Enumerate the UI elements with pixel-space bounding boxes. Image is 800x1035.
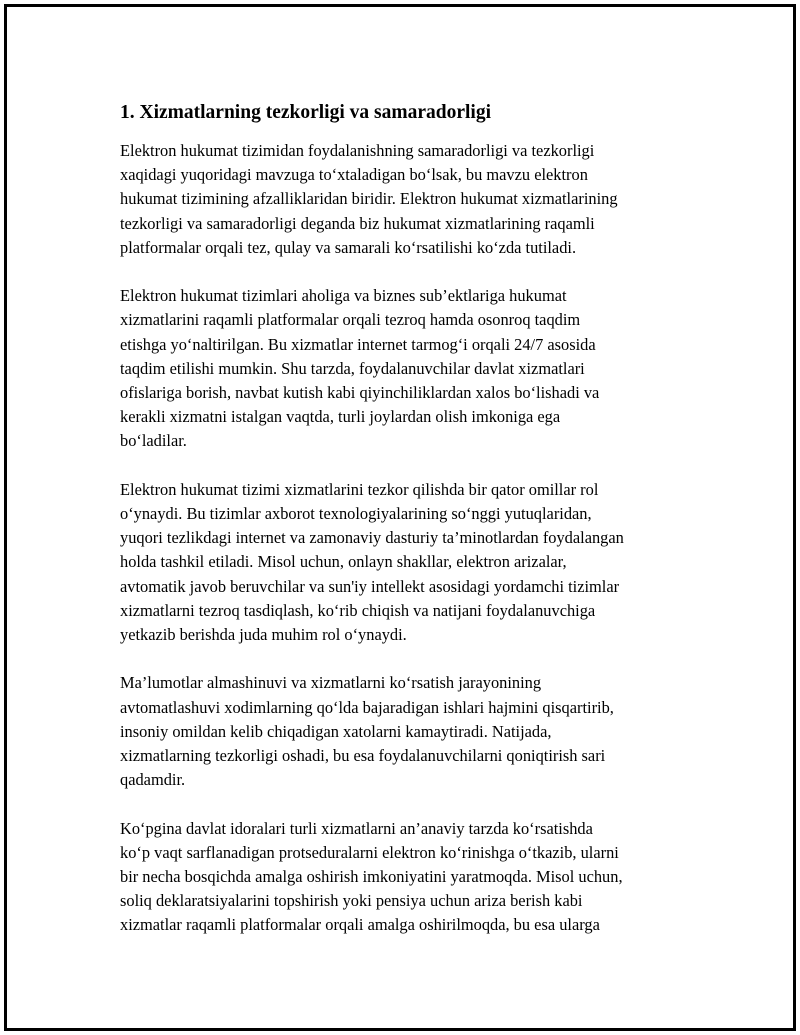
text-line: ofislariga borish, navbat kutish kabi qiyinchiliklardan xalos bo‘lishadi va: [120, 383, 600, 403]
section-heading: 1. Xizmatlarning tezkorligi va samaradorligi: [120, 102, 491, 123]
text-line: avtomatlashuvi xodimlarning qo‘lda bajaradigan ishlari hajmini qisqartirib,: [120, 697, 614, 717]
paragraph: [120, 478, 690, 647]
text-line: Elektron hukumat tizimlari aholiga va biznes sub’ektlariga hukumat: [120, 286, 567, 306]
paragraph: [120, 817, 690, 938]
text-line: bo‘ladilar.: [120, 431, 187, 451]
text-line: xizmatlarni tezroq tasdiqlash, ko‘rib chiqish va natijani foydalanuvchiga: [120, 600, 596, 620]
text-line: Ma’lumotlar almashinuvi va xizmatlarni ko‘rsatish jarayonining: [120, 673, 542, 693]
paragraph: [120, 139, 690, 260]
text-line: avtomatik javob beruvchilar va sun'iy intellekt asosidagi yordamchi tizimlar: [120, 576, 620, 596]
text-line: qadamdir.: [120, 770, 186, 790]
text-line: tezkorligi va samaradorligi deganda biz hukumat xizmatlarining raqamli: [120, 213, 595, 233]
page-frame: [4, 4, 796, 1031]
text-line: hukumat tizimining afzalliklaridan biridir. Elektron hukumat xizmatlarining: [120, 189, 618, 209]
text-line: soliq deklaratsiyalarini topshirish yoki pensiya uchun ariza berish kabi: [120, 891, 583, 911]
text-line: Elektron hukumat tizimi xizmatlarini tezkor qilishda bir qator omillar rol: [120, 479, 599, 499]
text-line: etishga yo‘naltirilgan. Bu xizmatlar internet tarmog‘i orqali 24/7 asosida: [120, 334, 596, 354]
text-line: yuqori tezlikdagi internet va zamonaviy dasturiy ta’minotlardan foydalangan: [120, 528, 624, 548]
text-line: bir necha bosqichda amalga oshirish imkoniyatini yaratmoqda. Misol uchun,: [120, 867, 623, 887]
paragraph-list: [120, 139, 690, 938]
text-line: o‘ynaydi. Bu tizimlar axborot texnologiyalarining so‘nggi yutuqlaridan,: [120, 504, 592, 524]
text-line: xizmatlar raqamli platformalar orqali amalga oshirilmoqda, bu esa ularga: [120, 915, 600, 935]
text-line: ko‘p vaqt sarflanadigan protseduralarni elektron ko‘rinishga o‘tkazib, ularni: [120, 842, 619, 862]
text-line: yetkazib berishda juda muhim rol o‘ynaydi.: [120, 625, 407, 645]
document-body: [120, 99, 690, 962]
text-line: holda tashkil etiladi. Misol uchun, onlayn shakllar, elektron arizalar,: [120, 552, 567, 572]
text-line: platformalar orqali tez, qulay va samarali ko‘rsatilishi ko‘zda tutiladi.: [120, 237, 577, 257]
text-line: xizmatlarning tezkorligi oshadi, bu esa foydalanuvchilarni qoniqtirish sari: [120, 746, 606, 766]
text-line: xaqidagi yuqoridagi mavzuga to‘xtaladigan bo‘lsak, bu mavzu elektron: [120, 165, 588, 185]
paragraph: [120, 671, 690, 792]
text-line: Elektron hukumat tizimidan foydalanishning samaradorligi va tezkorligi: [120, 141, 595, 160]
text-line: Ko‘pgina davlat idoralari turli xizmatlarni an’anaviy tarzda ko‘rsatishda: [120, 818, 593, 838]
text-line: taqdim etilishi mumkin. Shu tarzda, foydalanuvchilar davlat xizmatlari: [120, 358, 585, 378]
text-line: insoniy omildan kelib chiqadigan xatolarni kamaytiradi. Natijada,: [120, 721, 552, 741]
paragraph: [120, 284, 690, 453]
text-line: xizmatlarini raqamli platformalar orqali tezroq hamda osonroq taqdim: [120, 310, 581, 330]
text-line: kerakli xizmatni istalgan vaqtda, turli joylardan olish imkoniga ega: [120, 407, 561, 427]
